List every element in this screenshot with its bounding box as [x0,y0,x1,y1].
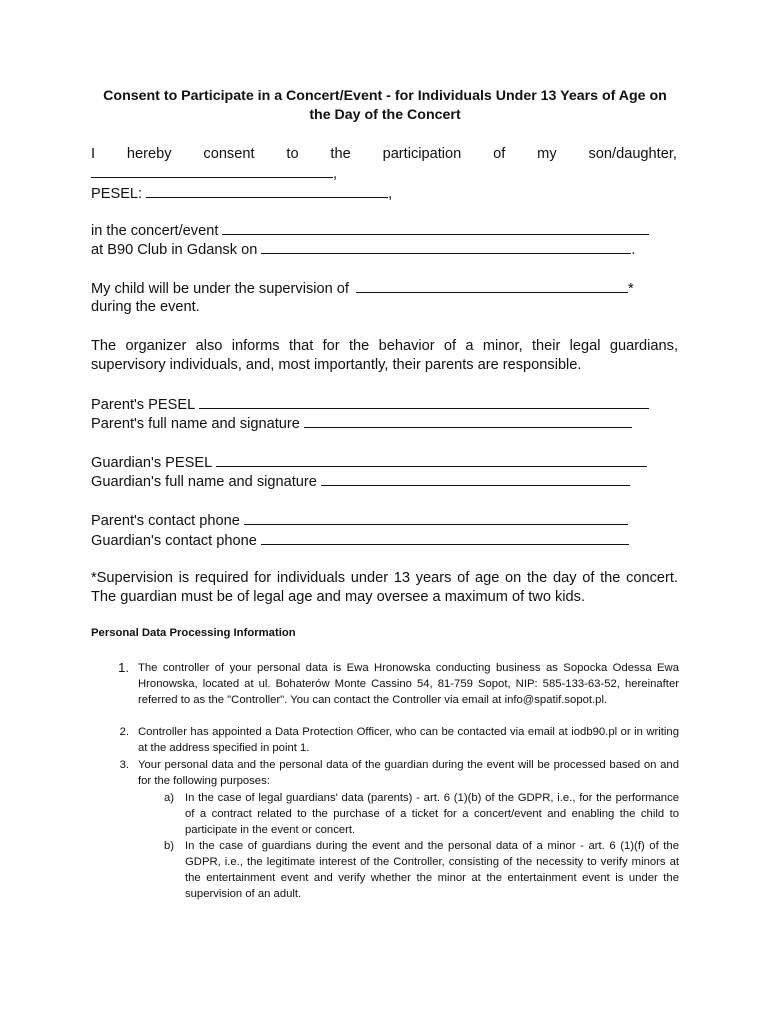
consent-word: son/daughter, [588,146,677,162]
guardian-phone-field[interactable] [261,531,629,545]
list-item-text: Your personal data and the personal data of the guardian during the event will be processed based on and for the following purposes: [138,759,679,787]
supervision-label: My child will be under the supervision of [91,281,349,297]
venue-label: at B90 Club in Gdansk on [91,242,258,258]
guardian-pesel-field[interactable] [216,453,647,467]
parent-name-row [91,414,678,434]
venue-row [91,240,678,260]
sub-item-text: In the case of guardians during the event and the personal data of a minor - art. 6 (1)(f) of the GDPR, i.e., the legitimate interest of the Controller, consisting of the necessity to verify minors at the entertainment event and verify whether the minor at the entertainment event is under the supervision of an adult. [185,840,679,900]
guardian-phone-label: Guardian's contact phone [91,533,257,549]
concert-label: in the concert/event [91,223,219,239]
supervisor-field[interactable] [356,279,628,293]
document-title: Consent to Participate in a Concert/Event - for Individuals Under 13 Years of Age on the Day of the Concert [103,88,667,123]
sub-item-letter: b) [163,840,174,852]
consent-word: hereby [126,146,172,162]
consent-word: my [537,146,557,162]
organizer-note: The organizer also informs that for the behavior of a minor, their legal guardians, supervisory individuals, and, most importantly, their parents are responsible. [91,338,678,373]
consent-word: participation [382,146,462,162]
consent-word: to [286,146,299,162]
footnote-asterisk: * [628,281,634,297]
concert-field[interactable] [222,221,649,235]
sub-item-text: In the case of legal guardians' data (parents) - art. 6 (1)(b) of the GDPR, i.e., for the performance of a contract related to the purchase of a ticket for a concert/event and enabling the child to participate in the event or concert. [185,792,679,836]
pesel-row [91,184,678,204]
section-heading: Personal Data Processing Information [91,627,296,639]
consent-word: the [330,146,351,162]
supervision-row [91,279,678,299]
guardian-name-row [91,472,678,492]
concert-row [91,221,678,241]
child-pesel-field[interactable] [146,184,388,198]
concert-date-field[interactable] [261,240,631,254]
child-name-field[interactable] [91,164,333,178]
supervision-suffix: during the event. [91,299,200,315]
parent-phone-row [91,511,678,531]
consent-word: I [91,146,96,162]
parent-pesel-row [91,395,678,415]
pesel-label: PESEL: [91,186,143,202]
footnote: *Supervision is required for individuals under 13 years of age on the day of the concert. The guardian must be of legal age and may oversee a maximum of two kids. [91,570,678,605]
list-item-number: 3. [119,759,129,771]
list-item-number: 2. [119,726,129,738]
sub-item-letter: a) [163,792,174,804]
comma: , [333,166,338,182]
consent-word: of [493,146,506,162]
consent-sentence [91,145,677,164]
period: . [631,242,636,258]
list-item-text: The controller of your personal data is Ewa Hronowska conducting business as Sopocka Odessa Ewa Hronowska, located at ul. Bohaterów Monte Cassino 54, 81-759 Sopot, NIP: 585-133-63-52, hereinafter referred to as the "Controller". You can contact the Controller via email at info@spatif.sopot.pl. [138,662,679,706]
consent-word: consent [203,146,255,162]
list-item-number: 1. [118,660,129,675]
child-name-row [91,164,678,184]
parent-pesel-label: Parent's PESEL [91,397,195,413]
list-item-text: Controller has appointed a Data Protection Officer, who can be contacted via email at iodb90.pl or in writing at the address specified in point 1. [138,726,679,754]
parent-phone-field[interactable] [244,511,628,525]
parent-pesel-field[interactable] [199,395,649,409]
guardian-pesel-label: Guardian's PESEL [91,455,212,471]
guardian-phone-row [91,531,678,551]
comma: , [388,186,393,202]
parent-signature-field[interactable] [304,414,632,428]
parent-name-label: Parent's full name and signature [91,416,300,432]
guardian-signature-field[interactable] [321,472,630,486]
guardian-pesel-row [91,453,678,473]
guardian-name-label: Guardian's full name and signature [91,474,317,490]
parent-phone-label: Parent's contact phone [91,513,240,529]
